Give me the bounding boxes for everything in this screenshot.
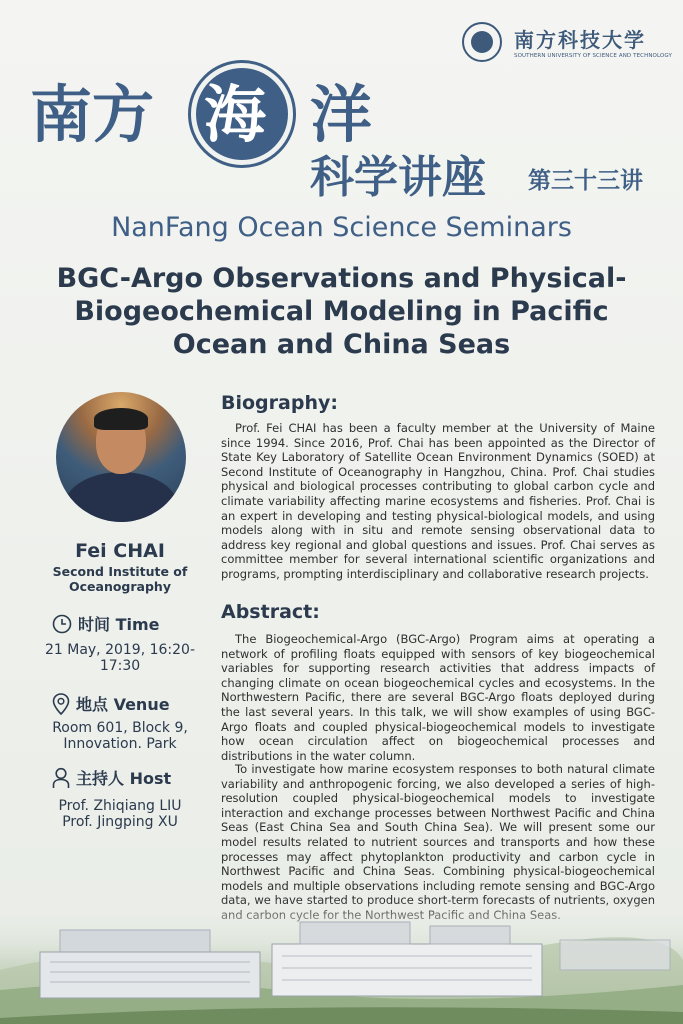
speaker-name: Fei CHAI — [75, 540, 165, 562]
campus-illustration — [0, 900, 683, 1024]
abstract-heading: Abstract: — [221, 601, 320, 623]
host-label: 主持人 Host — [76, 769, 172, 788]
time-label-row — [52, 612, 160, 638]
title-part2: 洋 — [310, 78, 373, 151]
host-name-2: Prof. Jingping XU — [62, 814, 178, 830]
person-icon — [52, 767, 70, 793]
abstract-paragraph-2: To investigate how marine ecosystem responses to both natural climate variability and anthropogenic forcing, we also developed a series of high-resolution coupled physical-biogeochemical models to investigate interaction and exchange processes between Northwest Pacific and China Seas (East China Sea and South China Sea). We will present some our model results related to nutrient sources and transports and how these processes may affect phytoplankton productivity and carbon cycle in Northwest Pacific and China Seas. Combining physical-biogeochemical models and multiple observations including remote sensing and BGC-Argo — [221, 762, 655, 893]
abstract-paragraph-1: The Biogeochemical-Argo (BGC-Argo) Program aims at operating a network of profiling floats equipped with sensors of key biogeochemical variables for supporting research activities that address impacts of changing climate on ocean biogeochemical cycles and ecosystems. In the Northwestern Pacific, there are several BGC-Argo floats deployed during the last several years. In this talk, we will show examples of using BGC-Argo floats and coupled physical-biogeochemical models to investigate how ocean circulation affect on biogeochemical processes and distributions in the water column. — [221, 632, 655, 763]
lecture-number: 第三十三讲 — [528, 168, 643, 194]
biography-heading: Biography: — [221, 392, 338, 414]
time-label: 时间 Time — [78, 615, 160, 634]
speaker-photo — [56, 392, 186, 522]
university-name-cn: 南方科技大学 — [514, 28, 646, 52]
title-circle-char: 海 — [204, 78, 267, 151]
biography-text: Prof. Fei CHAI has been a faculty member at the University of Maine since 1994. Since 2016, Prof. Chai has been appointed as the Director of State Key Laboratory of Satellite Ocean Environment Dynamics (SOED) at Second Institute of Oceanography in Hangzhou, China. Prof. Chai studies physical and biological processes contributing to global carbon cycle and climate variability affecting marine ecosystems and fisheries. Prof. Chai is an expert in developing and testing physical-biological models, and using models along with in situ and remote sensing observational data to address key regional and global questions and issues. Prof. Chai serves as committee member for several international scientific organizations and programs, prompting interdisciplinary and collaborative research projects. — [221, 421, 655, 581]
host-value — [30, 798, 210, 830]
venue-label-row — [52, 692, 170, 719]
host-name-1: Prof. Zhiqiang LIU — [58, 798, 182, 814]
university-name-en: SOUTHERN UNIVERSITY OF SCIENCE AND TECHNOLOGY — [514, 53, 672, 59]
clock-icon — [52, 614, 72, 638]
time-value: 21 May, 2019, 16:20-17:30 — [44, 642, 196, 674]
title-part1: 南方 — [30, 78, 155, 151]
title-line2: 科学讲座 — [310, 152, 486, 203]
venue-value: Room 601, Block 9, Innovation. Park — [52, 720, 188, 752]
series-title-en: NanFang Ocean Science Seminars — [111, 212, 572, 243]
talk-title: BGC-Argo Observations and Physical-Biogeochemical Modeling in Pacific Ocean and China Seas — [56, 263, 627, 360]
location-pin-icon — [52, 693, 70, 719]
university-logo — [462, 20, 672, 68]
speaker-affiliation: Second Institute of Oceanography — [52, 564, 188, 594]
university-seal-icon — [462, 22, 502, 62]
host-label-row — [52, 766, 171, 793]
venue-label: 地点 Venue — [76, 695, 170, 714]
